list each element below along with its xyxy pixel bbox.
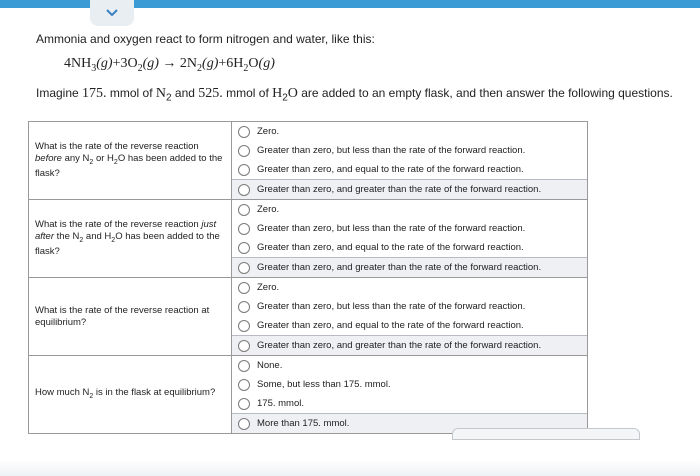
question-row xyxy=(29,278,588,356)
radio-button[interactable] xyxy=(238,262,250,274)
radio-button[interactable] xyxy=(238,164,250,176)
option[interactable]: 175. mmol. xyxy=(232,394,587,413)
radio-button[interactable] xyxy=(238,301,250,313)
option[interactable]: More than 175. mmol. xyxy=(232,413,587,433)
question-table xyxy=(28,121,588,434)
option[interactable]: Greater than zero, but less than the rate of the forward reaction. xyxy=(232,141,587,160)
footer-tab[interactable] xyxy=(452,428,640,440)
option[interactable]: Greater than zero, but less than the rate of the forward reaction. xyxy=(232,219,587,238)
radio-button[interactable] xyxy=(238,184,250,196)
radio-button[interactable] xyxy=(238,145,250,157)
option[interactable]: Greater than zero, and greater than the rate of the forward reaction. xyxy=(232,335,587,355)
radio-button[interactable] xyxy=(238,320,250,332)
option[interactable]: Greater than zero, and equal to the rate of the forward reaction. xyxy=(232,238,587,257)
option[interactable]: Zero. xyxy=(232,200,587,219)
radio-button[interactable] xyxy=(238,242,250,254)
option[interactable]: Greater than zero, and greater than the rate of the forward reaction. xyxy=(232,257,587,277)
bottom-fade xyxy=(0,460,700,476)
option[interactable]: Some, but less than 175. mmol. xyxy=(232,375,587,394)
option[interactable]: Greater than zero, but less than the rate of the forward reaction. xyxy=(232,297,587,316)
option[interactable]: Greater than zero, and equal to the rate of the forward reaction. xyxy=(232,316,587,335)
option[interactable]: Greater than zero, and equal to the rate of the forward reaction. xyxy=(232,160,587,179)
radio-button[interactable] xyxy=(238,418,250,430)
chevron-down-icon xyxy=(105,8,119,18)
question-row xyxy=(29,356,588,434)
question-text: What is the rate of the reverse reaction at equilibrium? xyxy=(29,278,232,356)
problem-statement: Imagine 175. mmol of $N_2$ and 525. mmol of $H_2O$ are added to an empty flask, and then answer the following questions. xyxy=(36,86,673,104)
option[interactable]: Zero. xyxy=(232,278,587,297)
options-cell xyxy=(232,356,588,434)
question-text: What is the rate of the reverse reaction just after the $N_2$ and $H_2O$ has been added to the flask? xyxy=(29,200,232,278)
radio-button[interactable] xyxy=(238,282,250,294)
question-row xyxy=(29,200,588,278)
collapse-tab[interactable] xyxy=(90,0,134,26)
option[interactable]: Greater than zero, and greater than the rate of the forward reaction. xyxy=(232,179,587,199)
question-text: How much $N_2$ is in the flask at equilibrium? xyxy=(29,356,232,434)
reaction-equation: $4NH_3(g)+3O_2(g) \to 2N_2(g)+6H_2O(g)$ xyxy=(64,56,275,74)
radio-button[interactable] xyxy=(238,398,250,410)
options-cell xyxy=(232,122,588,200)
radio-button[interactable] xyxy=(238,223,250,235)
intro-text: Ammonia and oxygen react to form nitrogen and water, like this: xyxy=(36,32,375,46)
option[interactable]: None. xyxy=(232,356,587,375)
question-row xyxy=(29,122,588,200)
radio-button[interactable] xyxy=(238,126,250,138)
arrow-icon: → xyxy=(162,56,177,71)
options-cell xyxy=(232,200,588,278)
radio-button[interactable] xyxy=(238,360,250,372)
radio-button[interactable] xyxy=(238,379,250,391)
radio-button[interactable] xyxy=(238,204,250,216)
option[interactable]: Zero. xyxy=(232,122,587,141)
question-text: What is the rate of the reverse reaction before any $N_2$ or $H_2O$ has been added to the flask? xyxy=(29,122,232,200)
options-cell xyxy=(232,278,588,356)
radio-button[interactable] xyxy=(238,340,250,352)
